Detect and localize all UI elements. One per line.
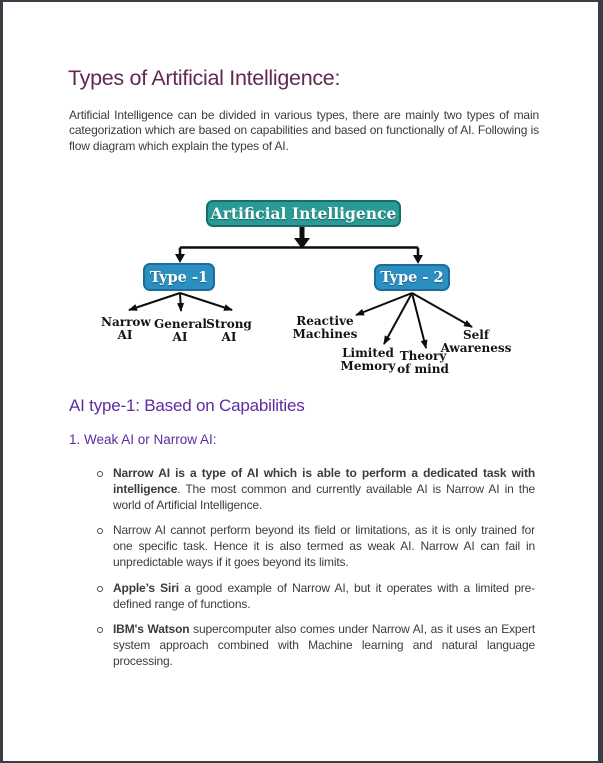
intro-paragraph: Artificial Intelligence can be divided in various types, there are mainly two types of main categorization which are based on capabilities and based on functionally of AI. Following is flow diagram which explain the types of AI.: [69, 108, 539, 153]
document-page: [3, 2, 598, 761]
bullet-icon: [97, 627, 103, 633]
sub-heading: 1. Weak AI or Narrow AI:: [69, 432, 217, 447]
diagram-node-artificial-intelligence: Artificial Intelligence: [206, 200, 401, 227]
diagram-label-self-awareness: Self Awareness: [440, 328, 512, 355]
bullet-icon: [97, 586, 103, 592]
bullet-icon: [97, 471, 103, 477]
page-title: Types of Artificial Intelligence:: [68, 66, 341, 90]
diagram-label-strong-ai: Strong AI: [206, 317, 252, 344]
list-item: Narrow AI is a type of AI which is able to perform a dedicated task with intelligence. The most common and currently available AI is Narrow AI in the world of Artificial Intelligence.: [91, 466, 535, 513]
diagram-node-type-1: Type -1: [143, 263, 215, 291]
diagram-label-theory-of-mind: Theory of mind: [397, 349, 449, 376]
diagram-node-type-2: Type - 2: [374, 264, 450, 291]
diagram-label-reactive-machines: Reactive Machines: [292, 314, 358, 341]
diagram-label-limited-memory: Limited Memory: [340, 346, 396, 373]
diagram-label-general-ai: General AI: [154, 317, 207, 344]
list-item: Apple’s Siri a good example of Narrow AI, but it operates with a limited pre-defined range of functions.: [91, 581, 535, 613]
section-heading: AI type-1: Based on Capabilities: [69, 396, 305, 415]
bullet-list: [91, 466, 535, 680]
bullet-icon: [97, 528, 103, 534]
diagram-label-narrow-ai: Narrow AI: [101, 315, 151, 342]
list-item: Narrow AI cannot perform beyond its field or limitations, as it is only trained for one specific task. Hence it is also termed as weak AI. Narrow AI can fail in unpredictable ways if it goes beyond its limits.: [91, 523, 535, 570]
list-item: IBM's Watson supercomputer also comes under Narrow AI, as it uses an Expert system approach combined with Machine learning and natural language processing.: [91, 622, 535, 669]
ai-types-diagram: [93, 197, 523, 389]
